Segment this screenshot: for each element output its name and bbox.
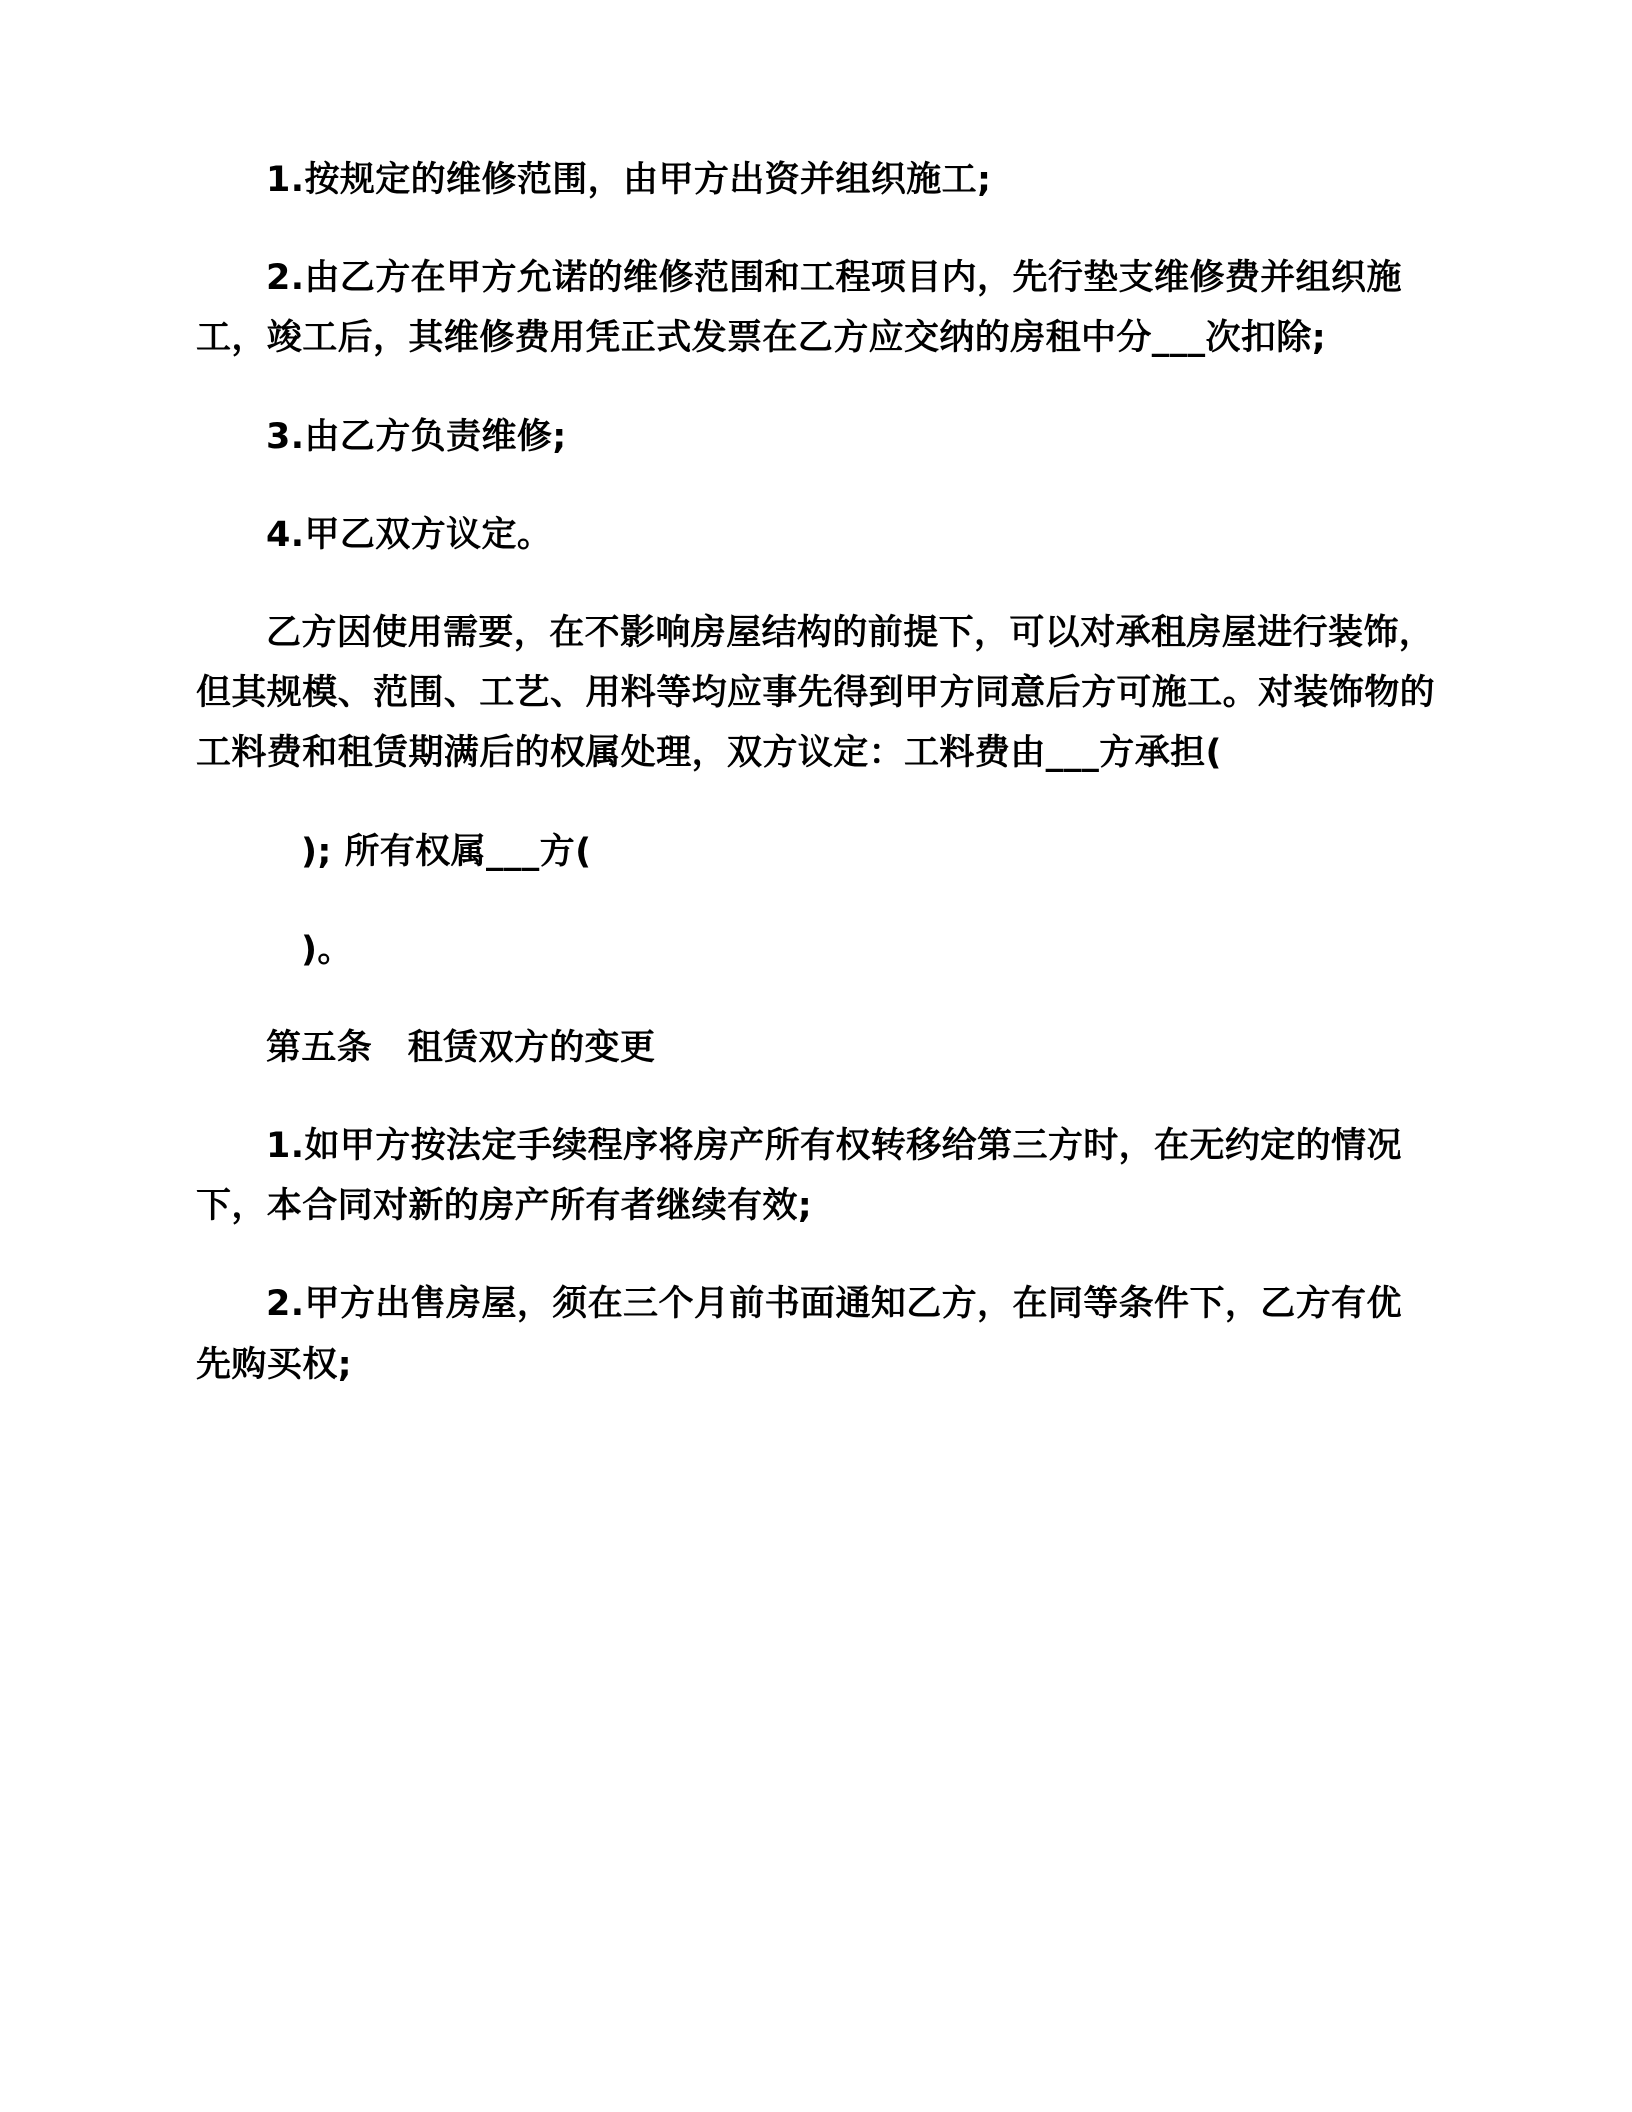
article-five-item-1: 1.如甲方按法定手续程序将房产所有权转移给第三方时，在无约定的情况下，本合同对新的房产所有者继续有效;	[196, 1126, 1402, 1227]
clause-item-1: 1.按规定的维修范围，由甲方出资并组织施工;	[266, 160, 992, 200]
clause-item-2: 2.由乙方在甲方允诺的维修范围和工程项目内，先行垫支维修费并组织施工，竣工后，其维修费用凭正式发票在乙方应交纳的房租中分___次扣除;	[196, 258, 1402, 359]
decoration-clause-paragraph: 乙方因使用需要，在不影响房屋结构的前提下，可以对承租房屋进行装饰，但其规模、范围、工艺、用料等均应事先得到甲方同意后方可施工。对装饰物的工料费和租赁期满后的权属处理，双方议定：工料费由___方承担(	[196, 612, 1436, 774]
section-heading-article-five: 第五条 租赁双方的变更	[266, 1027, 656, 1068]
clause-item-3: 3.由乙方负责维修;	[266, 416, 567, 457]
document-body	[196, 150, 1436, 1395]
ownership-blank-line: ); 所有权属___方(	[301, 831, 592, 872]
article-five-item-2: 2.甲方出售房屋，须在三个月前书面通知乙方，在同等条件下，乙方有优先购买权;	[196, 1284, 1402, 1385]
closing-parenthesis-line: )。	[301, 929, 353, 970]
clause-item-4: 4.甲乙双方议定。	[266, 514, 553, 555]
